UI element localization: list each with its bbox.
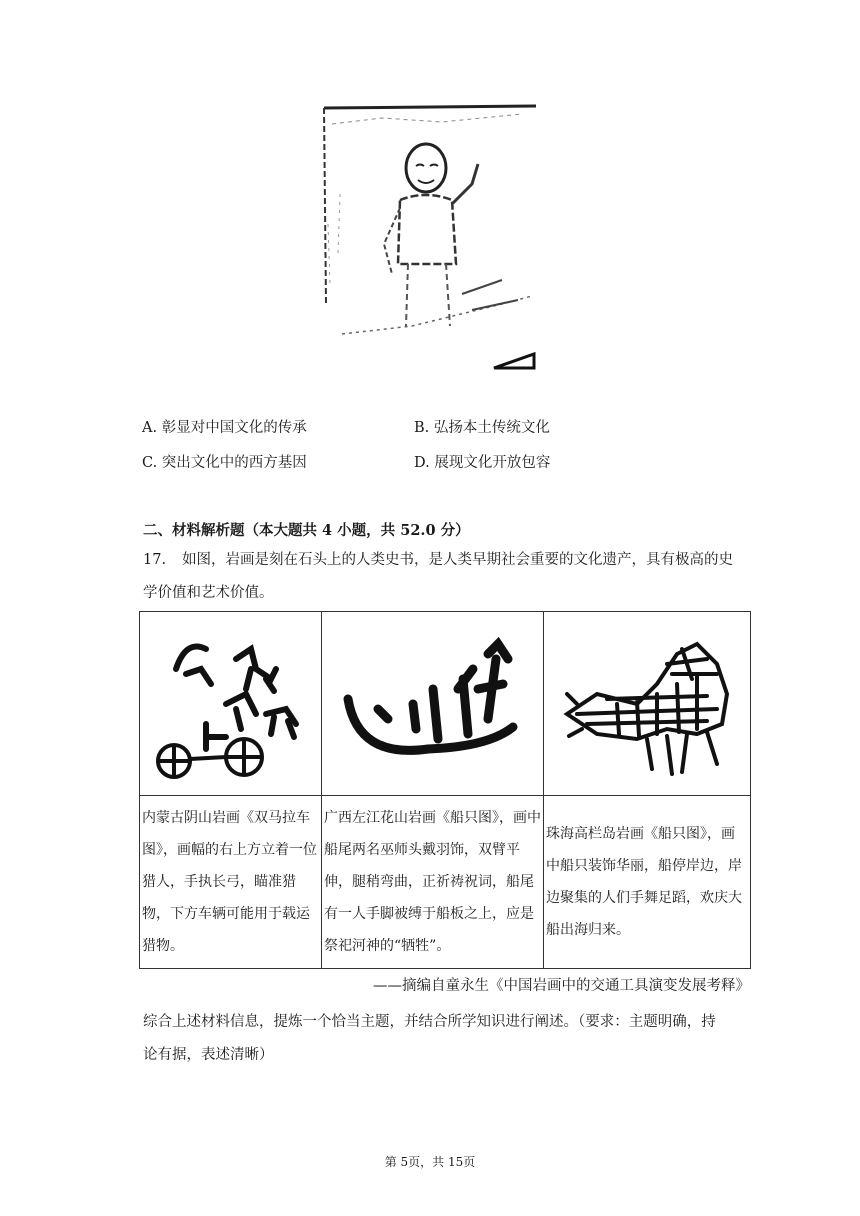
option-letter: B. (414, 420, 430, 436)
image-cell-huashan (322, 612, 544, 796)
option-b[interactable] (414, 416, 550, 437)
question-text-line2: 学价值和艺术价值。 (143, 585, 274, 601)
option-letter: C. (142, 455, 158, 471)
option-c[interactable] (142, 451, 307, 472)
caption-huashan: 广西左江花山岩画《船只图》，画中船尾两名巫师头戴羽饰，双臂平伸，腿稍弯曲，正祈祷祝词，船尾有一人手脚被缚于船板之上，应是祭祀河神的“牺牲”。 (322, 796, 544, 969)
statue-figure-image (322, 104, 538, 372)
caption-gaolan: 珠海高栏岛岩画《船只图》，画中船只装饰华丽，船停岸边，岸边聚集的人们手舞足蹈，欢庆大船出海归来。 (544, 796, 751, 969)
image-cell-yinshan (140, 612, 322, 796)
task-line2: 论有据，表述清晰） (143, 1047, 274, 1063)
page-number: 第 5页，共 15页 (384, 1155, 476, 1169)
question-text-line1: 如图，岩画是刻在石头上的人类史书，是人类早期社会重要的文化遗产，具有极高的史 (182, 552, 734, 568)
option-letter: D. (414, 455, 430, 471)
question-17-line1 (143, 544, 733, 577)
option-text: 突出文化中的西方基因 (161, 455, 307, 471)
option-a[interactable] (142, 416, 307, 437)
boat-rock-painting-huashan (338, 629, 528, 779)
option-letter: A. (142, 420, 158, 436)
caption-yinshan: 内蒙古阴山岩画《双马拉车图》，画幅的右上方立着一位猎人，手执长弓，瞄准猎物，下方车辆可能用于载运猎物。 (140, 796, 322, 969)
horse-cart-rock-painting (156, 629, 306, 779)
question-number: 17. (143, 552, 167, 568)
option-d[interactable] (414, 451, 550, 472)
option-text: 彰显对中国文化的传承 (161, 420, 307, 436)
source-citation: ——摘编自童永生《中国岩画中的交通工具演变发展考释》 (373, 978, 750, 994)
boat-rock-painting-gaolan (557, 624, 737, 784)
image-cell-gaolan (544, 612, 751, 796)
rock-painting-table (139, 611, 751, 969)
section-title: 二、材料解析题（本大题共 4 小题，共 52.0 分） (143, 522, 470, 539)
option-text: 弘扬本土传统文化 (433, 420, 550, 436)
option-text: 展现文化开放包容 (434, 455, 551, 471)
task-line1: 综合上述材料信息，提炼一个恰当主题，并结合所学知识进行阐述。（要求：主题明确，持 (143, 1014, 716, 1030)
